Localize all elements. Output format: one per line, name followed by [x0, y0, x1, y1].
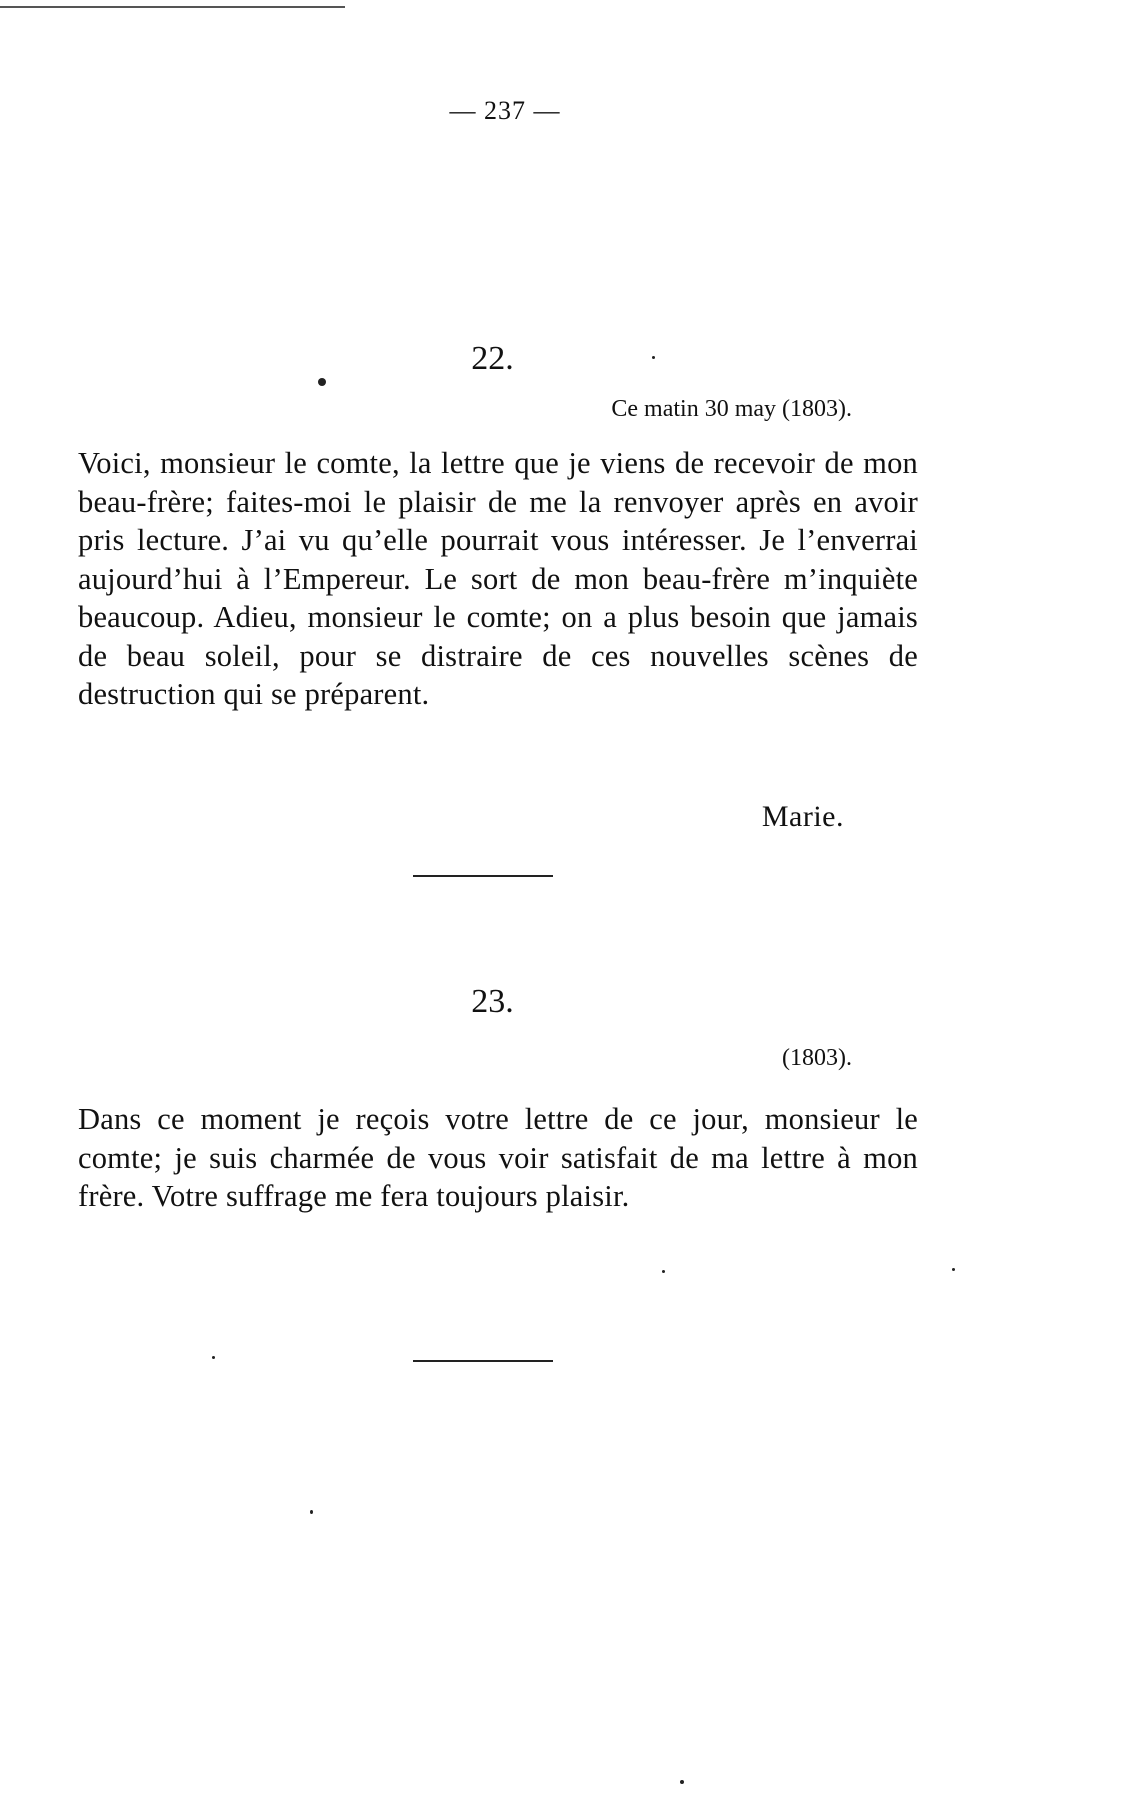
letter-22-dateline: Ce matin 30 may (1803). — [611, 396, 852, 422]
ink-speck — [212, 1356, 215, 1359]
letter-number-23: 23. — [471, 983, 514, 1020]
ink-speck — [680, 1780, 684, 1784]
letter-23-dateline: (1803). — [782, 1045, 852, 1071]
letter-23-body: Dans ce moment je reçois votre lettre de ce jour, monsieur le comte; je suis charmée de vous voir satisfait de ma lettre à mon frère. Votre suffrage me fera toujours plaisir. — [78, 1102, 918, 1213]
section-divider-rule — [413, 1360, 553, 1362]
ink-speck — [310, 1510, 313, 1514]
ink-speck — [652, 356, 655, 359]
letter-22-signature: Marie. — [761, 800, 844, 833]
page-number: — 237 — — [449, 96, 561, 125]
ink-speck — [662, 1270, 665, 1273]
ink-speck — [318, 378, 326, 386]
section-divider-rule — [413, 875, 553, 877]
top-border-rule — [0, 6, 345, 8]
letter-number-22: 22. — [471, 340, 514, 377]
ink-speck — [952, 1268, 955, 1271]
letter-22-body: Voici, monsieur le comte, la lettre que je viens de recevoir de mon beau-frère; faites-moi le plaisir de me la renvoyer après en avoir pris lecture. J’ai vu qu’elle pourrait vous intéresser. Je l’enverrai aujourd’hui à l’Empereur. Le sort de mon beau-frère m’inquiète beaucoup. Adieu, monsieur le comte; on a plus besoin que jamais de beau soleil, pour se distraire de ces nouvelles scènes de destruction qui se préparent. — [78, 446, 918, 711]
